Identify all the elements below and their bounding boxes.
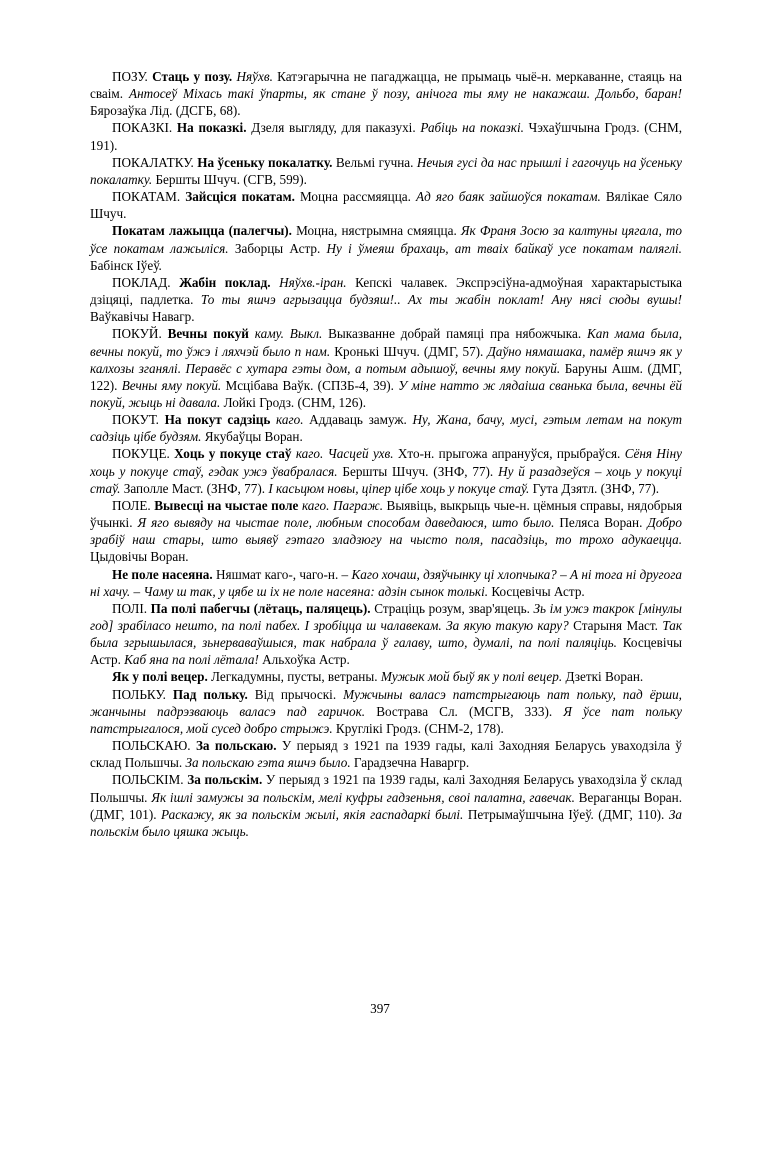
dictionary-entry	[90, 154, 682, 188]
entry-text: Няшмат каго-, чаго-н. –	[212, 566, 352, 582]
entry-phrase: За польскаю.	[195, 738, 277, 754]
entry-phrase: Як у полі вецер.	[112, 669, 208, 685]
dictionary-entry	[90, 68, 682, 119]
entry-text: Старыня Маст.	[568, 618, 663, 633]
page-number: 397	[370, 1001, 390, 1016]
entry-text: ПОКУЙ.	[112, 326, 168, 342]
entry-text	[271, 275, 280, 290]
entry-text: Бярозаўка Лід. (ДСГБ, 68).	[90, 103, 241, 119]
entry-text: Выказванне добрай памяці пра нябожчыка.	[322, 326, 587, 342]
entry-text: Страціць розум, звар'яцець.	[370, 600, 534, 616]
dictionary-entry	[90, 445, 682, 496]
entry-text: Кепскі чалавек. Экспрэсіўна-адмоўная характарыстыка дзіцяці, падлетка.	[90, 274, 682, 308]
entry-text: Пеляса Воран.	[554, 515, 648, 531]
entry-text: Альхоўка Астр.	[258, 652, 350, 668]
entry-text: Косцевічы Астр.	[90, 635, 682, 668]
entry-example: Антосеў Міхась такі ўпарты, як стане ў позу, анічога ты яму не накажаш. Дольбо, баран!	[129, 86, 682, 102]
entry-phrase: Жабін поклад.	[179, 274, 271, 290]
entry-text: Заполле Маст. (ЗНФ, 77).	[120, 480, 269, 496]
entry-example: Як Франя Зосю за калтуны цягала, то ўсе покатам лажыліся.	[90, 223, 682, 256]
entry-phrase: Вечны покуй	[167, 326, 249, 342]
entry-text: Заборцы Астр.	[228, 240, 327, 256]
dictionary-entry	[90, 325, 682, 411]
entry-text: Бершты Шчуч. (ЗНФ, 77).	[337, 463, 499, 479]
entry-text: ПОКАЛАТКУ.	[112, 154, 198, 170]
entry-example: Ну й разадзеўся – хоць у покуці стаў.	[90, 463, 682, 496]
entry-phrase: Вывесці на чыстае поле	[154, 497, 299, 513]
dictionary-entry	[90, 566, 682, 600]
entry-text: Гута Дзятл. (ЗНФ, 77).	[529, 480, 660, 496]
entry-text: Косцевічы Астр.	[488, 583, 585, 599]
entry-text: Чэхаўшчына Гродз. (СНМ, 191).	[90, 120, 682, 153]
entry-example: Як ішлі замужы за польскім, мелі куфры гадзеньня, свoі палатна, гавечак.	[151, 789, 575, 805]
entry-text: Хто-н. прыгожа апрануўся, прыбраўся.	[393, 446, 625, 462]
entry-text: Моцна, нястрымна смяяцца.	[291, 223, 461, 239]
entry-text: Аддаваць замуж.	[303, 412, 413, 428]
entry-text: ПОКАЗКІ.	[112, 120, 177, 136]
entry-text: Выявіць, выкрыць чые-н. цёмныя справы, нядобрыя ўчынкі.	[90, 497, 683, 531]
entry-phrase: Не поле насеяна.	[112, 566, 213, 582]
entry-text: Дзеля выгляду, для паказухі.	[246, 120, 421, 136]
entry-text: Кронькі Шчуч. (ДМГ, 57).	[330, 343, 488, 359]
entry-text: Дзеткі Воран.	[562, 669, 644, 685]
entry-example: Мужчыны валасэ патстрыгаюць пат польку, пад ёрши, жанчыны падрэзваюць валасэ пад гаричок.	[90, 686, 682, 719]
entry-text: Петрымаўшчына Іўеў. (ДМГ, 110).	[463, 806, 669, 822]
entry-text: У перыяд з 1921 па 1939 гады, калі Заходняя Беларусь уваходзіла ў склад Польшчы.	[90, 772, 683, 805]
entry-example: каго. Паграж.	[301, 497, 383, 513]
entry-text: Вераганцы Воран. (ДМГ, 101).	[90, 789, 683, 822]
dictionary-entry	[90, 119, 682, 153]
entry-example: Кап мама была, вечны покуй, то ўжэ і ляхчэй было п нам.	[90, 326, 682, 359]
entry-phrase: Стаць у позу.	[152, 69, 233, 84]
entry-example: Зь ім ужэ такрок [мінулы год] зрабілaсо нешто, па полі пабех. І зробіцца ш чалавекам. За якую такую кару?	[90, 600, 682, 633]
entry-example: У міне натто ж лядаіша сванька была, вечны ёй покуй, жыць ні давала.	[90, 377, 682, 410]
entry-example: Ну і ўмеяш брахаць, ат тваіх байкаў усе покатам паляглі.	[326, 240, 682, 256]
entry-text: ПОЛЕ.	[112, 497, 155, 513]
entry-text: Бабінск Іўеў.	[90, 257, 162, 273]
entry-text: Баруны Ашм. (ДМГ, 122).	[90, 360, 682, 393]
dictionary-entry	[90, 274, 682, 325]
dictionary-entry	[90, 222, 682, 273]
dictionary-entries	[90, 68, 682, 840]
dictionary-entry	[90, 188, 682, 222]
entry-phrase: На покут садзіць	[164, 412, 271, 428]
entry-text: Якубаўцы Воран.	[201, 429, 303, 445]
entry-text: ПОЗУ.	[112, 69, 153, 84]
dictionary-entry	[90, 668, 682, 685]
entry-phrase: Покатам лажыцца (палегчы).	[112, 223, 292, 239]
dictionary-entry	[90, 737, 682, 771]
entry-example: Раскажу, як за польскім жылі, якія гаспадаркі былі.	[161, 806, 464, 822]
entry-phrase: За польскім.	[187, 772, 263, 788]
entry-text: ПОКАТАМ.	[112, 189, 186, 205]
entry-text: Моцна рассмяяцца.	[294, 189, 417, 205]
entry-text: Від прычоскі.	[247, 686, 344, 702]
entry-text: Цыдовічы Воран.	[90, 549, 189, 565]
entry-example: каго. Часцей ухв.	[295, 446, 394, 462]
entry-example: Рабіць на показкі.	[420, 120, 524, 136]
entry-example: Нечыя гусі да нас прышлі і гагочуць на ўсеньку покалатку.	[90, 154, 682, 187]
dictionary-entry	[90, 497, 682, 566]
entry-text: Катэгарычна не пагаджацца, не прымаць чыё-н. меркаванне, стаяць на сваім.	[90, 69, 682, 102]
entry-text: У перыяд з 1921 па 1939 гады, калі Заходняя Беларусь уваходзіла ў склад Польшчы.	[90, 738, 682, 771]
entry-example: каго.	[276, 412, 304, 428]
entry-example: За польскім было цяшка жыць.	[90, 806, 682, 839]
entry-text: Гарадзечна Наваргр.	[350, 755, 470, 771]
entry-example: Даўно нямашака, памёр яшчэ як у калхозы зганялі. Перавёс с хутара гэты дом, а потым адышоў, вечны яму покуй.	[90, 343, 682, 376]
entry-phrase: На показкі.	[176, 120, 247, 136]
entry-text: Легкадумны, пусты, ветраны.	[207, 669, 381, 685]
entry-text: ПОКУЦЕ.	[112, 446, 175, 462]
entry-text: Вялікае Сяло Шчуч.	[90, 189, 683, 222]
entry-text: Круглікі Гродз. (СНМ-2, 178).	[332, 720, 504, 736]
entry-phrase: Пад польку.	[172, 686, 248, 702]
dictionary-entry	[90, 771, 682, 840]
entry-example: Вечны яму покуй.	[121, 377, 222, 393]
entry-text: Вострава Сл. (МСГВ, 333).	[365, 703, 564, 719]
entry-example: Мужык мой быў як у полі вецер.	[380, 669, 563, 685]
entry-example: Добро зрабіў наш стары, што выявў гэтаго зладзюгу на чысто поля, пасадзіць, то трохо адукаецца.	[90, 515, 682, 548]
entry-text: ПОКУТ.	[112, 412, 165, 428]
entry-text: ПОЛЬКУ.	[112, 686, 173, 702]
entry-example: Ад яго баяк зайшоўся покатам.	[416, 189, 601, 205]
entry-example: Каб яна па полі лётала!	[124, 652, 259, 668]
entry-example: То ты яшчэ агрызацца будзяш!.. Ах ты жабін поклат! Ану нясі сюды вушы!	[200, 292, 682, 308]
entry-example: Я яго вывяду на чыстае поле, любным способам даведаюся, што было.	[137, 515, 555, 531]
entry-example: І касьцюм новы, ціпер цібе хоць у покуце стаў.	[268, 480, 530, 496]
entry-example: За польскаю гэта яшчэ было.	[185, 755, 351, 771]
entry-text: ПОКЛАД.	[112, 274, 180, 290]
entry-example: Няўхв.-іран.	[279, 274, 347, 290]
entry-text: Мсцібава Ваўк. (СПЗБ-4, 39).	[221, 377, 399, 393]
entry-example: Ну, Жана, бачу, мусі, гэтым летам на покут садзіць цібе будзям.	[90, 412, 683, 445]
dictionary-entry	[90, 411, 682, 445]
entry-example: каму. Выкл.	[254, 326, 323, 342]
entry-text: ПОЛЬСКАЮ.	[112, 738, 196, 754]
entry-phrase: Хоць у покуце стаў	[174, 446, 292, 462]
entry-example: Каго хочаш, дзяўчынку ці хлопчыка? – А ні тога ні другога ні хачу. – Чаму ш так, у цябе ш іх не поле насеяна: адзін сынок толькі.	[90, 566, 682, 599]
entry-text: Лойкі Гродз. (СНМ, 126).	[220, 394, 367, 410]
dictionary-entry	[90, 686, 682, 737]
entry-example: Няўхв.	[236, 69, 273, 84]
entry-text: ПОЛЬСКІМ.	[112, 772, 188, 788]
entry-example: Я ўсе пат полькy патстрыгалося, мой сусед добро стрыжэ.	[90, 703, 682, 736]
entry-example: Сёня Ніну хоць у покуце стаў, гэдак ужэ ўвабралася.	[90, 446, 682, 479]
entry-phrase: Па полі пабегчы (лётаць, паляцець).	[150, 600, 371, 616]
entry-text: Ваўкавічы Навагр.	[90, 309, 195, 325]
dictionary-entry	[90, 600, 682, 669]
entry-text: ПОЛІ.	[112, 600, 151, 616]
entry-phrase: На ўсеньку покалатку.	[197, 154, 333, 170]
entry-phrase: Зайсціся покатам.	[185, 189, 295, 205]
entry-text: Вельмі гучна.	[332, 154, 417, 170]
entry-text: Бершты Шчуч. (СГВ, 599).	[152, 171, 307, 187]
entry-example: Так была згрышылася, зьнервавaўшыся, так набрала ў галаву, што, думалі, па полі паляціць.	[90, 618, 682, 651]
